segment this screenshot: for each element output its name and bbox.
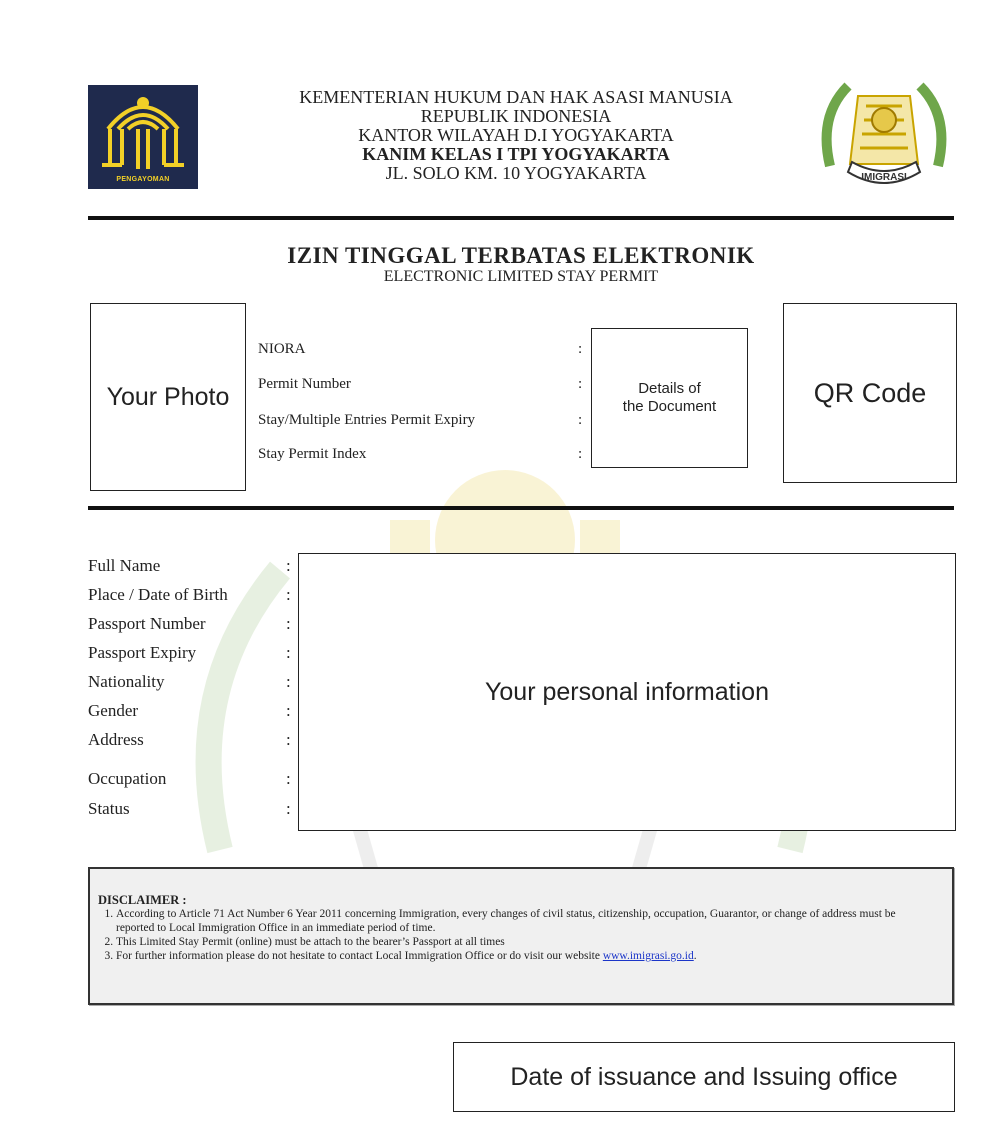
personal-information-box <box>298 553 956 831</box>
photo-placeholder-label: Your Photo <box>106 382 230 411</box>
disclaimer-item-text: This Limited Stay Permit (online) must be attach to the bearer’s Passport at all times <box>116 936 505 948</box>
website-link[interactable]: www.imigrasi.go.id <box>602 950 694 962</box>
field-label-stay-permit-index: Stay Permit Index <box>258 446 367 462</box>
pengayoman-logo <box>88 85 198 189</box>
field-label-gender: Gender <box>88 701 139 720</box>
title-main: IZIN TINGGAL TERBATAS ELEKTRONIK <box>287 243 755 268</box>
field-label-passport-number: Passport Number <box>88 614 206 633</box>
field-colon: : <box>286 585 291 604</box>
document-details-box <box>591 328 748 468</box>
field-colon: : <box>578 376 583 392</box>
field-label-permit-expiry: Stay/Multiple Entries Permit Expiry <box>258 412 476 428</box>
field-colon: : <box>578 446 583 462</box>
field-colon: : <box>578 341 583 357</box>
disclaimer-box <box>88 867 954 1005</box>
field-colon: : <box>286 614 291 633</box>
field-colon: : <box>286 769 291 788</box>
field-colon: : <box>286 701 291 720</box>
field-label-status: Status <box>88 799 130 818</box>
field-label-niora: NIORA <box>258 341 306 357</box>
disclaimer-heading: DISCLAIMER : <box>98 893 187 907</box>
document-details-line1: Details of <box>638 380 701 397</box>
pengayoman-logo-text: PENGAYOMAN <box>116 176 170 183</box>
field-label-permit-number: Permit Number <box>258 376 351 392</box>
qr-code-box <box>783 303 957 483</box>
document-details-line2: the Document <box>622 398 717 415</box>
field-label-place-date-of-birth: Place / Date of Birth <box>88 585 228 604</box>
field-label-full-name: Full Name <box>88 556 161 575</box>
disclaimer-item <box>116 949 936 963</box>
issuance-placeholder-box <box>453 1042 955 1112</box>
field-colon: : <box>286 799 291 818</box>
field-colon: : <box>578 412 583 428</box>
header-country: REPUBLIK INDONESIA <box>420 106 612 126</box>
field-colon: : <box>286 730 291 749</box>
qr-code-label: QR Code <box>813 377 927 408</box>
disclaimer-item <box>116 907 936 935</box>
disclaimer-item-text: For further information please do not hesitate to contact Local Immigration Office or do visit our website <box>116 950 603 962</box>
document-title <box>88 244 954 286</box>
section-divider <box>88 506 954 510</box>
issuance-placeholder-label: Date of issuance and Issuing office <box>510 1062 898 1091</box>
pengayoman-emblem <box>88 85 198 189</box>
disclaimer-item <box>116 935 936 949</box>
field-label-nationality: Nationality <box>88 672 165 691</box>
title-sub: ELECTRONIC LIMITED STAY PERMIT <box>383 268 659 285</box>
field-colon: : <box>286 643 291 662</box>
photo-placeholder-box <box>90 303 246 491</box>
field-label-occupation: Occupation <box>88 769 167 788</box>
personal-information-label: Your personal information <box>485 677 769 706</box>
office-header <box>238 88 794 183</box>
imigrasi-logo-text: IMIGRASI <box>861 172 907 183</box>
field-label-passport-expiry: Passport Expiry <box>88 643 197 662</box>
field-colon: : <box>286 556 291 575</box>
header-address: JL. SOLO KM. 10 YOGYAKARTA <box>385 163 647 183</box>
disclaimer-item-end: . <box>693 950 697 962</box>
field-label-address: Address <box>88 730 144 749</box>
disclaimer-list <box>90 907 936 963</box>
header-immigration-office: KANIM KELAS I TPI YOGYAKARTA <box>362 144 670 164</box>
field-colon: : <box>286 672 291 691</box>
disclaimer-item-text: According to Article 71 Act Number 6 Year 2011 concerning Immigration, every changes of civil status, citizenship, occupation, Guarantor, or change of address must be reported to Local Immigration Office in an immediate period of time. <box>116 908 896 934</box>
header-regional-office: KANTOR WILAYAH D.I YOGYAKARTA <box>358 125 674 145</box>
imigrasi-logo <box>818 76 950 194</box>
header-divider <box>88 216 954 220</box>
header-ministry: KEMENTERIAN HUKUM DAN HAK ASASI MANUSIA <box>299 87 733 107</box>
